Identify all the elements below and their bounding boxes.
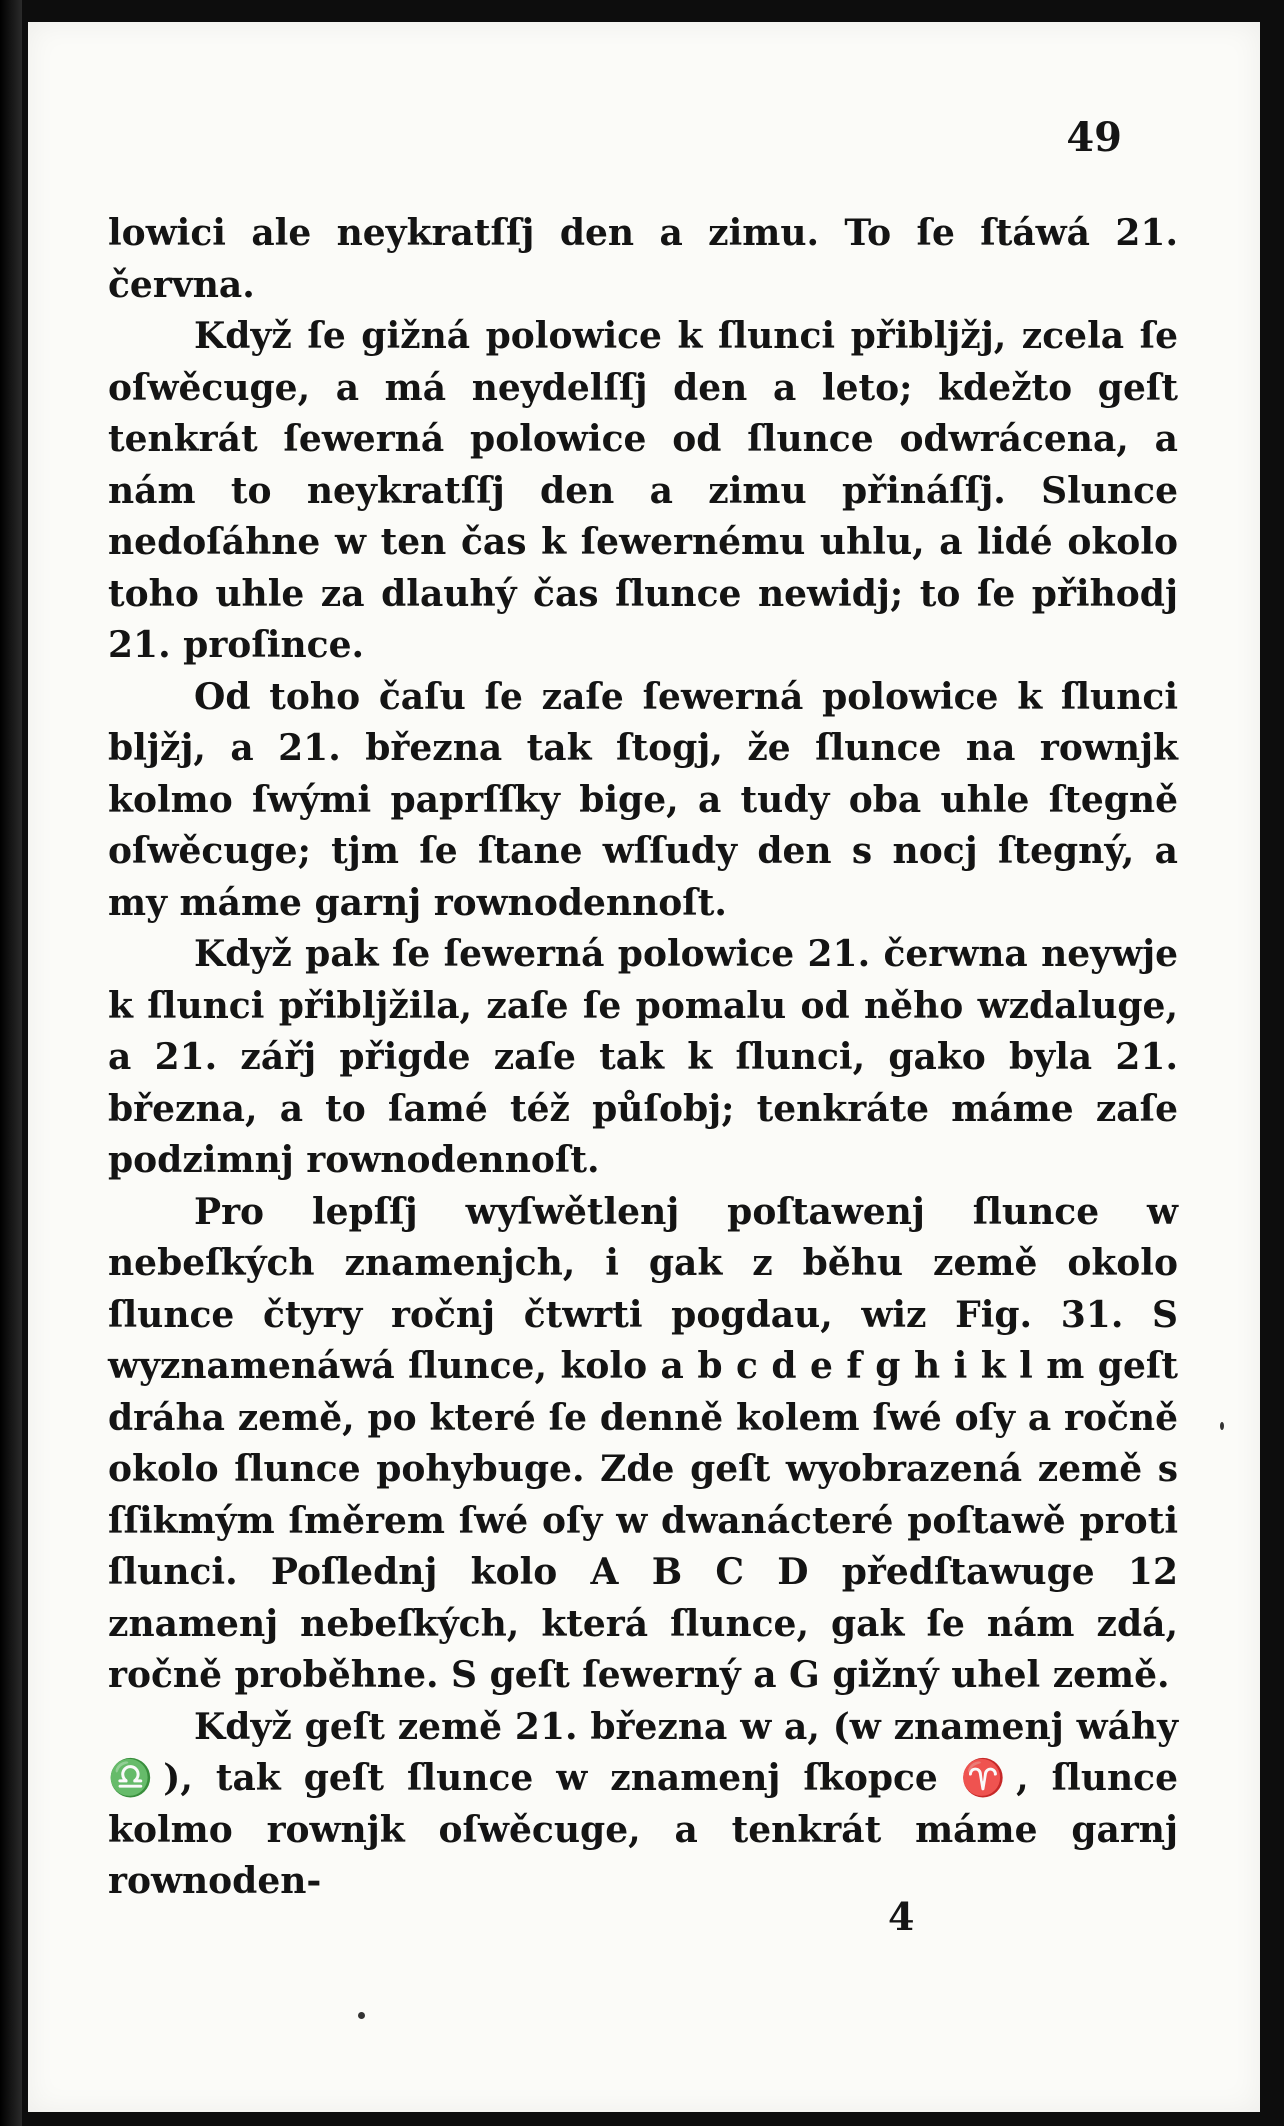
paragraph-2: Když ſe gižná polowice k ſlunci přibljžj, zcela ſe oſwěcuge, a má neydelſſj den a leto; kdežto geſt tenkrát ſewerná polowice od ſlunce odwrácena, a nám to neykratſſj den a zimu přináſſj. Slunce nedoſáhne w ten čas k ſewernému uhlu, a lidé okolo toho uhle za dlauhý čas ſlunce newidj; to ſe přihodj 21. proſince. xyxy=(108,315,1178,666)
ink-speck xyxy=(1220,1422,1224,1430)
paragraph-6: Když geſt země 21. března w a, (w znamenj wáhy ♎), tak geſt ſlunce w znamenj ſkopce ♈, ſlunce kolmo rownjk oſwěcuge, a tenkrát máme garnj rownoden- xyxy=(108,1705,1178,1902)
paragraph-5: Pro lepſſj wyſwětlenj poſtawenj ſlunce w nebeſkých znamenjch, i gak z běhu země okolo ſlunce čtyry ročnj čtwrti pogdau, wiz Fig. 31. S wyznamenáwá ſlunce, kolo a b c d e f g h i k l m geſt dráha země, po které ſe denně kolem ſwé oſy a ročně okolo ſlunce pohybuge. Zde geſt wyobrazená země s ſſikmým ſměrem ſwé oſy w dwanácteré poſtawě proti ſlunci. Poſlednj kolo A B C D předſtawuge 12 znamenj nebeſkých, která ſlunce, gak ſe nám zdá, ročně proběhne. S geſt ſewerný a G gižný uhel země. xyxy=(108,1190,1178,1696)
paragraph-1: lowici ale neykratſſj den a zimu. To ſe ſtáwá 21. června. xyxy=(108,212,1178,306)
ink-speck xyxy=(358,2012,365,2019)
page-body-text xyxy=(108,208,1178,1908)
book-binding-edge xyxy=(0,0,22,2126)
page-number: 49 xyxy=(1066,114,1122,161)
paragraph-3: Od toho čaſu ſe zaſe ſewerná polowice k ſlunci bljžj, a 21. března tak ſtogj, že ſlunce na rownjk kolmo ſwými paprſſky bige, a tudy oba uhle ſtegně oſwěcuge; tjm ſe ſtane wſſudy den s nocj ſtegný, a my máme garnj rownodennoſt. xyxy=(108,675,1178,924)
book-page xyxy=(28,22,1260,2112)
paragraph-4: Když pak ſe ſewerná polowice 21. čerwna neywje k ſlunci přibljžila, zaſe ſe pomalu od něho wzdaluge, a 21. zářj přigde zaſe tak k ſlunci, gako byla 21. března, a to ſamé též půſobj; tenkráte máme zaſe podzimnj rownodennoſt. xyxy=(108,933,1178,1181)
signature-mark: 4 xyxy=(888,1894,915,1939)
